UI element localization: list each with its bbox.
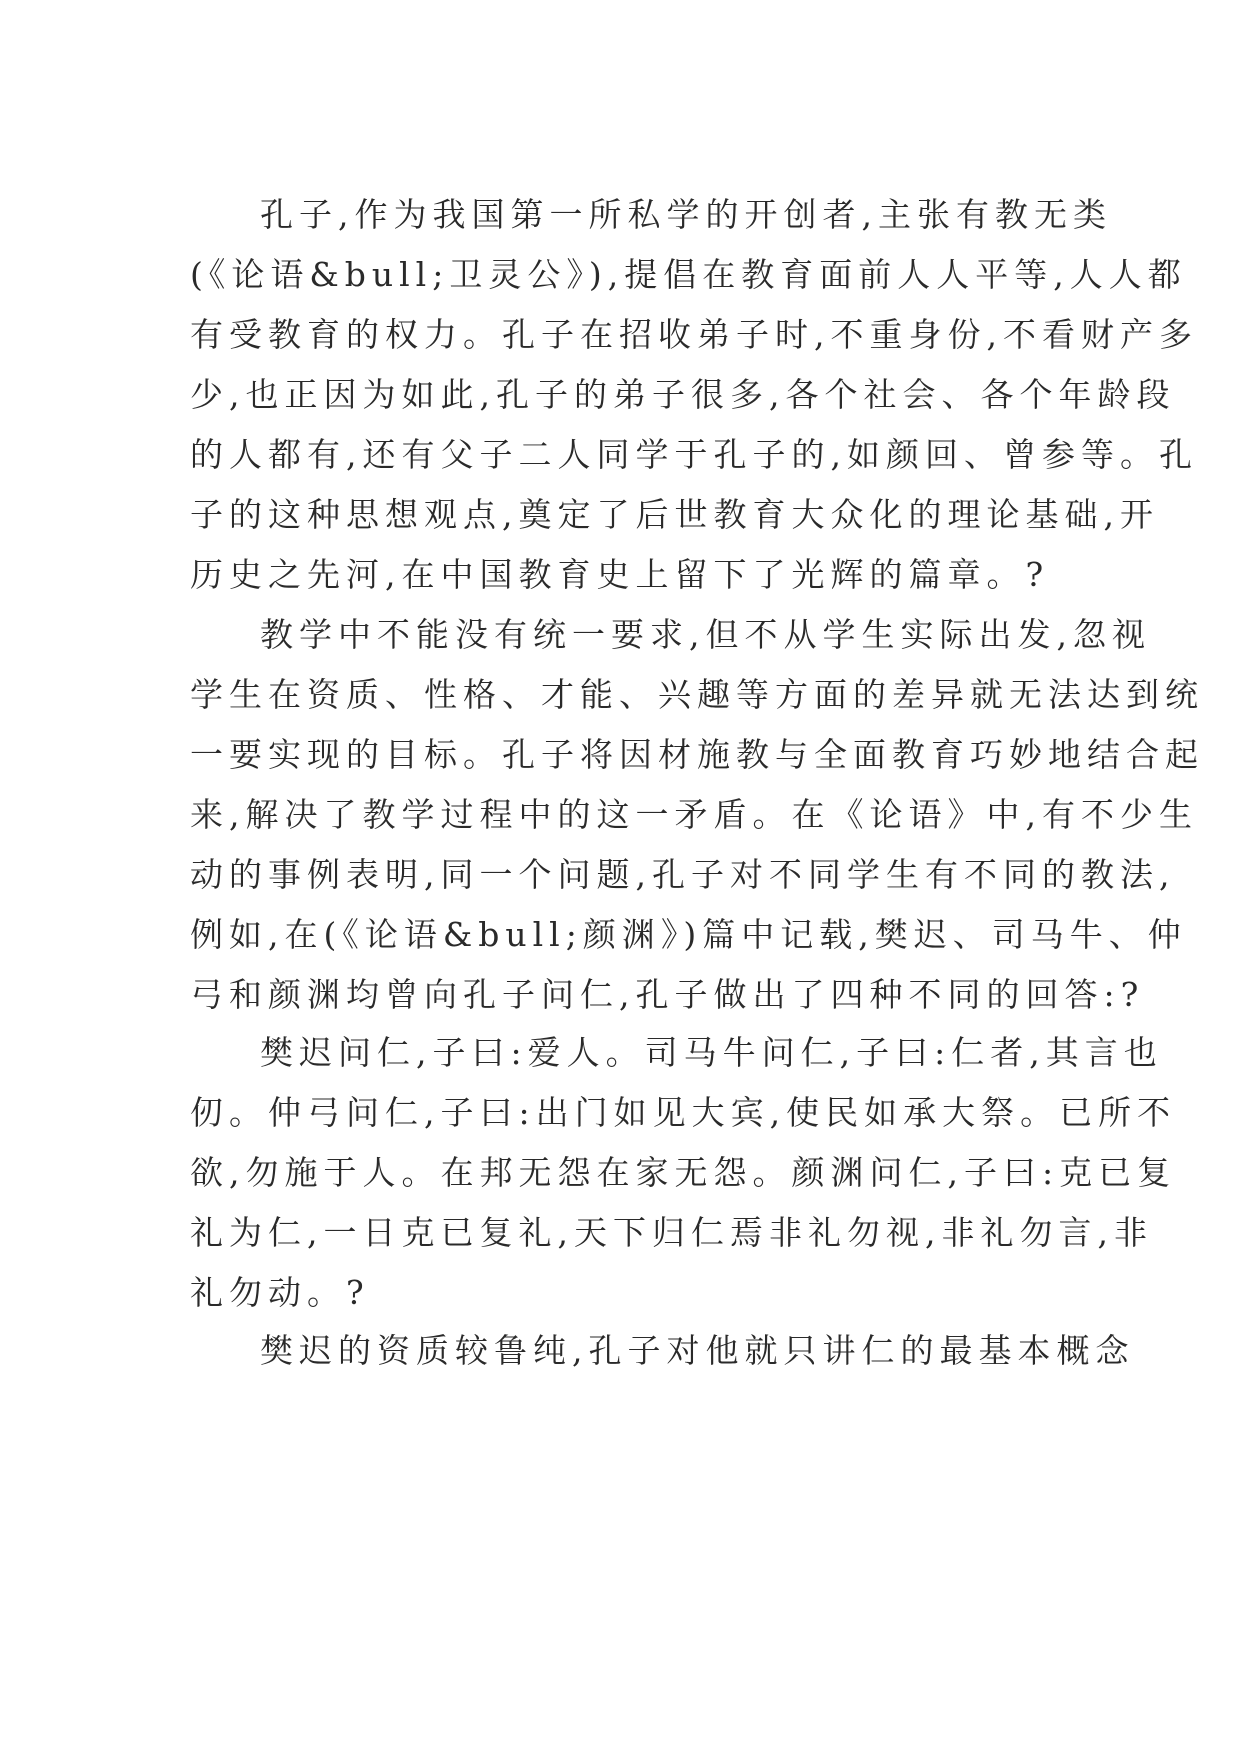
text-line: 动的事例表明,同一个问题,孔子对不同学生有不同的教法, <box>190 855 1176 894</box>
text-line: 学生在资质、性格、才能、兴趣等方面的差异就无法达到统 <box>190 675 1204 714</box>
paragraph-2 <box>190 605 1204 1025</box>
paragraph-3 <box>190 1023 1177 1323</box>
text-line: 欲,勿施于人。在邦无怨在家无怨。颜渊问仁,子曰:克已复 <box>190 1153 1177 1192</box>
text-line: 仞。仲弓问仁,子曰:出门如见大宾,使民如承大祭。已所不 <box>190 1093 1177 1132</box>
text-line: 樊迟问仁,子曰:爱人。司马牛问仁,子曰:仁者,其言也 <box>260 1033 1163 1072</box>
text-line: 有受教育的权力。孔子在招收弟子时,不重身份,不看财产多 <box>190 315 1198 354</box>
text-line: 子的这种思想观点,奠定了后世教育大众化的理论基础,开 <box>190 495 1159 534</box>
text-line: 弓和颜渊均曾向孔子问仁,孔子做出了四种不同的回答:? <box>190 975 1145 1014</box>
paragraph-4 <box>190 1321 1135 1381</box>
text-line: 来,解决了教学过程中的这一矛盾。在《论语》中,有不少生 <box>190 795 1198 834</box>
text-line: 例如,在(《论语&bull;颜渊》)篇中记载,樊迟、司马牛、仲 <box>190 915 1187 954</box>
paragraph-1 <box>190 185 1198 605</box>
text-line: 礼为仁,一日克已复礼,天下归仁焉非礼勿视,非礼勿言,非 <box>190 1213 1153 1252</box>
text-line: 孔子,作为我国第一所私学的开创者,主张有教无类 <box>260 195 1112 234</box>
text-line: 礼勿动。? <box>190 1273 370 1312</box>
text-line: (《论语&bull;卫灵公》),提倡在教育面前人人平等,人人都 <box>190 255 1187 294</box>
text-line: 一要实现的目标。孔子将因材施教与全面教育巧妙地结合起 <box>190 735 1204 774</box>
text-line: 樊迟的资质较鲁纯,孔子对他就只讲仁的最基本概念 <box>260 1331 1135 1370</box>
text-line: 教学中不能没有统一要求,但不从学生实际出发,忽视 <box>260 615 1151 654</box>
text-line: 历史之先河,在中国教育史上留下了光辉的篇章。? <box>190 555 1050 594</box>
text-line: 少,也正因为如此,孔子的弟子很多,各个社会、各个年龄段 <box>190 375 1176 414</box>
text-line: 的人都有,还有父子二人同学于孔子的,如颜回、曾参等。孔 <box>190 435 1198 474</box>
